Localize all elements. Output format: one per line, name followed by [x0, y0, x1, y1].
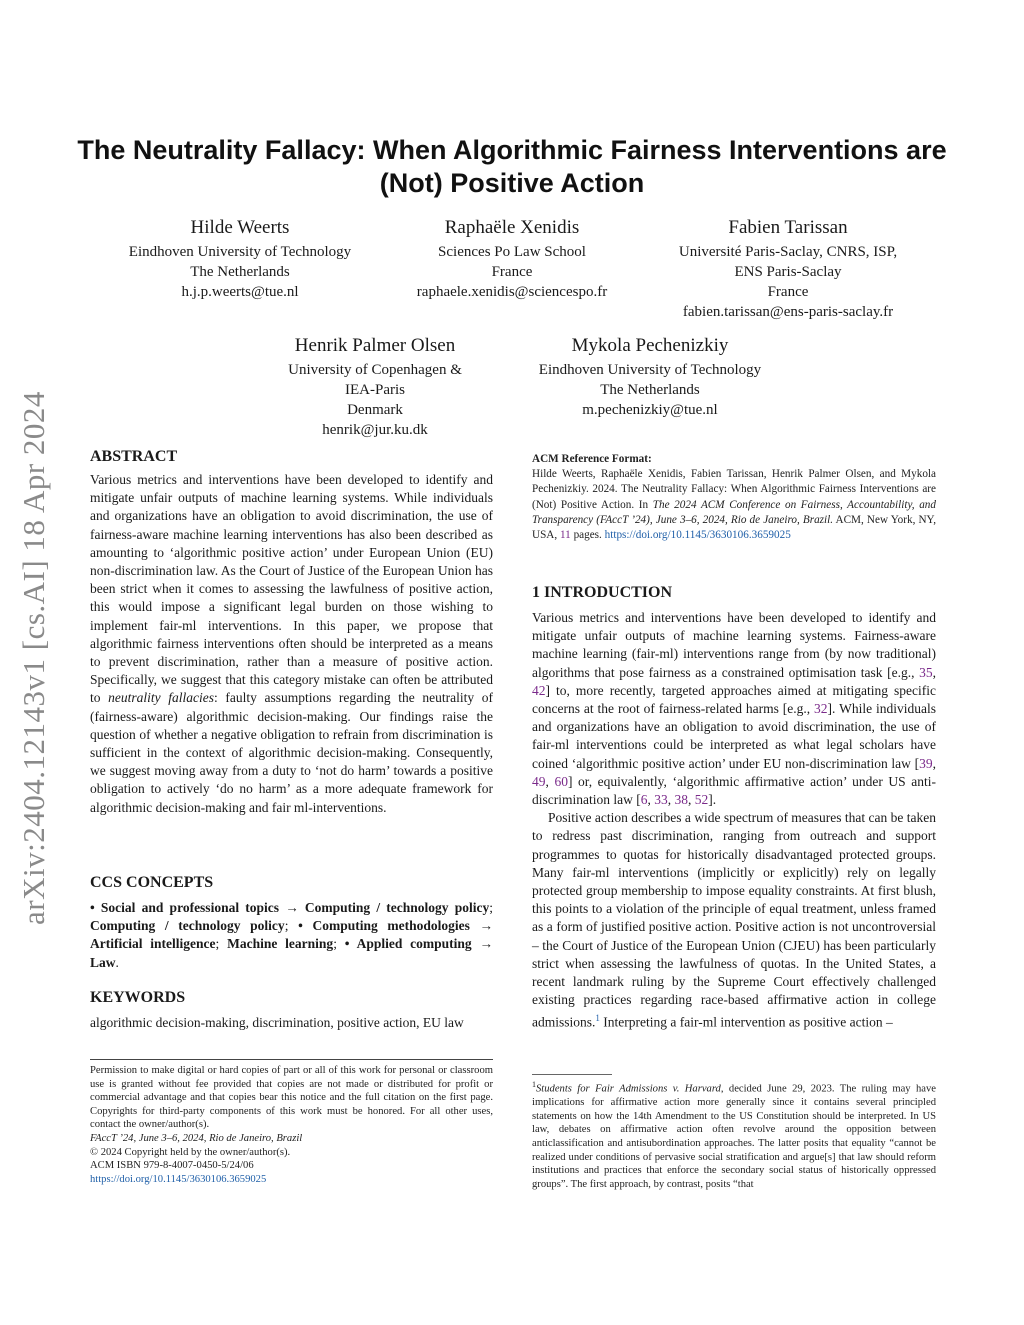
- author-block: [266, 334, 484, 440]
- permission-text: Permission to make digital or hard copies of part or all of this work for personal or classroom use is granted without fee provided that copies are not made or distributed for profit or commercial advantage and that copies bear this notice and the full citation on the first page. Copyrights for third-party components of this work must be honored. For all other uses, contact the owner/author(s).: [90, 1065, 493, 1131]
- intro-paragraph-1: Various metrics and interventions have been developed to identify and mitigate unfair outputs of machine learning systems. Fairness-aware machine learning (fair-ml) interventions range from (by now traditional) algorithms that pose fairness as a constrained optimisation task [e.g., 35, 42] to, more recently, targeted approaches aimed at mitigating specific concerns at the root of fairness-related harms [e.g., 32]. While individuals and organizations have an obligation to avoid discrimination, the use of fair-ml interventions could be interpreted as what legal scholars have coined ‘algorithmic positive action’ under EU non-discrimination law [39, 49, 60] or, equivalently, ‘algorithmic affirmative action’ under US anti-discrimination law [6, 33, 38, 52].: [532, 610, 937, 808]
- abstract-body: [90, 471, 493, 817]
- author-block: [516, 334, 784, 420]
- author-affiliation-2: ENS Paris-Saclay: [734, 264, 842, 280]
- footnote-case-name: Students for Fair Admissions v. Harvard: [536, 1083, 721, 1095]
- author-email[interactable]: fabien.tarissan@ens-paris-saclay.fr: [682, 304, 894, 320]
- acm-reference-doi-link[interactable]: https://doi.org/10.1145/3630106.3659025: [604, 529, 791, 542]
- arxiv-identifier-text: arXiv:2404.12143v1 [cs.AI] 18 Apr 2024: [16, 391, 51, 925]
- keywords-heading: KEYWORDS: [90, 989, 186, 1006]
- footnote-marker[interactable]: 1: [595, 1013, 600, 1024]
- footnote-divider: [90, 1059, 493, 1060]
- citation-link[interactable]: 35: [919, 664, 933, 680]
- arxiv-identifier: [12, 378, 56, 938]
- author-name: Raphaële Xenidis: [444, 217, 580, 238]
- author-block: [392, 216, 632, 302]
- acm-reference-heading: ACM Reference Format:: [532, 453, 652, 465]
- citation-link[interactable]: 52: [694, 792, 709, 808]
- footnote-number: 1: [532, 1080, 536, 1089]
- abstract-heading: ABSTRACT: [90, 448, 178, 465]
- ccs-item: • Social and professional topics → Computing / technology policy: [90, 900, 490, 915]
- footnote: [532, 1078, 936, 1191]
- footnote-text: , decided June 29, 2023. The ruling may have implications for affirmative action more generally since it contains several principled statements on how the 14th Amendment to the US Constitution should be interpreted. In US law, debates on affirmative action often revolve around the opposition between anticlassification and antisubordination approaches. The latter posits that equality “cannot be realized under conditions of pervasive social stratification and argue[s] that law should reform institutions and practices that enforce the secondary social status of historically oppressed groups”. The first approach, by contrast, posits “that: [532, 1083, 937, 1190]
- citation-link[interactable]: 49: [532, 773, 546, 789]
- acm-reference-venue: The 2024 ACM Conference on Fairness, Accountability, and Transparency (FAccT ’24), June 3–6, 2024, Rio de Janeiro, Brazil.: [532, 498, 936, 526]
- ccs-item: • Computing methodologies → Artificial intelligence: [90, 918, 493, 952]
- citation-link[interactable]: 6: [640, 792, 648, 808]
- intro-paragraph-2: Positive action describes a wide spectrum of measures that can be taken to redress past discrimination, ranging from outreach and support programmes to quotas for historically disadvantaged protected groups. Many fair-ml interventions (implicitly or explicitly) rely on legally protected group membership to impose equality constraints. At first blush, this points to a violation of the principle of equal treatment, unless framed as a form of justified positive action. Positive action is not uncontroversial – the Court of Justice of the European Union (CJEU) has been particularly strict when assessing the lawfulness of quotas. In the United States, a recent landmark ruling by the Supreme Court effectively challenged existing practices regarding race-based affirmative action in college admissions.$^1$ Interpreting a fair-ml intervention as positive action –: [532, 810, 936, 1030]
- author-affiliation: Eindhoven University of Technology: [538, 362, 762, 378]
- citation-link[interactable]: 42: [532, 682, 546, 698]
- author-country: France: [491, 264, 533, 280]
- author-email[interactable]: raphaele.xenidis@sciencespo.fr: [416, 284, 608, 300]
- author-country: The Netherlands: [190, 264, 290, 280]
- author-email[interactable]: henrik@jur.ku.dk: [322, 422, 428, 438]
- author-block: [108, 216, 372, 302]
- citation-link[interactable]: 60: [554, 773, 568, 789]
- ccs-item: Machine learning: [227, 936, 334, 952]
- author-affiliation: Université Paris-Saclay, CNRS, ISP,: [678, 244, 898, 260]
- footnote-divider: [532, 1074, 612, 1075]
- author-affiliation: University of Copenhagen &: [288, 362, 462, 378]
- isbn-line: ACM ISBN 979-8-4007-0450-5/24/06: [90, 1160, 254, 1172]
- citation-link[interactable]: 39: [919, 755, 933, 771]
- keywords-text: algorithmic decision-making, discrimination, positive action, EU law: [90, 1015, 464, 1030]
- doi-link[interactable]: https://doi.org/10.1145/3630106.3659025: [90, 1173, 267, 1185]
- ccs-concepts: • Social and professional topics → Computing / technology policy; Computing / technology policy; • Computing methodologies → Artificial intelligence; Machine learning; • Applied computing → Law.: [90, 900, 493, 970]
- author-country: France: [767, 284, 809, 300]
- acm-reference-text: Hilde Weerts, Raphaële Xenidis, Fabien Tarissan, Henrik Palmer Olsen, and Mykola Pechenizkiy. 2024. The Neutrality Fallacy: When Algorithmic Fairness Interventions are (Not) Positive Action. In: [532, 468, 936, 511]
- introduction-heading: 1 INTRODUCTION: [532, 584, 673, 601]
- author-email[interactable]: m.pechenizkiy@tue.nl: [582, 402, 718, 418]
- ccs-heading: CCS CONCEPTS: [90, 874, 214, 891]
- abstract-italic-term: neutrality fallacies: [108, 690, 215, 706]
- citation-link[interactable]: 32: [814, 701, 828, 717]
- author-name: Henrik Palmer Olsen: [294, 335, 456, 356]
- citation-link[interactable]: 33: [654, 792, 668, 808]
- author-email[interactable]: h.j.p.weerts@tue.nl: [181, 284, 299, 300]
- abstract-text: Various metrics and interventions have been developed to identify and mitigate unfair outputs of machine learning systems. While individuals and organizations have an obligation to avoid discrimination, the use of fairness-aware machine learning interventions has also been described as amounting to ‘algorithmic positive action’ under European Union (EU) non-discrimination law. As the Court of Justice of the European Union has been strict when it comes to assessing the lawfulness of positive action, this would impose a significant legal burden on those wishing to implement fair-ml interventions. In this paper, we propose that algorithmic fairness interventions often should be interpreted as a means to prevent discrimination, rather than a measure of positive action. Specifically, we suggest that this category mistake can often be attributed to: [90, 472, 493, 706]
- author-affiliation-2: IEA-Paris: [345, 382, 405, 398]
- permission-block: [90, 1064, 493, 1186]
- author-name: Fabien Tarissan: [728, 217, 848, 238]
- author-name: Mykola Pechenizkiy: [571, 335, 729, 356]
- author-country: Denmark: [347, 402, 403, 418]
- introduction-body: [532, 609, 936, 1032]
- acm-reference: ACM Reference Format: Hilde Weerts, Raphaële Xenidis, Fabien Tarissan, Henrik Palmer Olsen, and Mykola Pechenizkiy. 2024. The Neutrality Fallacy: When Algorithmic Fairness Interventions are (Not) Positive Action. In The 2024 ACM Conference on Fairness, Accountability, and Transparency (FAccT ’24), June 3–6, 2024, Rio de Janeiro, Brazil. ACM, New York, NY, USA, 11 pages. https://doi.org/10.1145/3630106.3659025: [532, 453, 936, 542]
- author-block: [652, 216, 924, 322]
- ccs-item: • Applied computing → Law: [90, 936, 493, 970]
- author-affiliation: Sciences Po Law School: [438, 244, 586, 260]
- author-affiliation: Eindhoven University of Technology: [128, 244, 352, 260]
- copyright-line: © 2024 Copyright held by the owner/author(s).: [90, 1146, 291, 1158]
- page-count-link[interactable]: 11: [559, 529, 571, 542]
- author-country: The Netherlands: [600, 382, 700, 398]
- abstract-text-2: : faulty assumptions regarding the neutrality of (fairness-aware) algorithmic decision-making. Our findings raise the question of whether a negative obligation to refrain from discrimination is sufficient in the context of algorithmic decision-making. Consequently, we suggest moving away from a duty to ‘not do harm’ towards a positive obligation to actively ‘do no harm’ as a more adequate framework for algorithmic decision-making and fair ml-interventions.: [90, 690, 494, 815]
- author-name: Hilde Weerts: [190, 217, 290, 238]
- venue-line: FAccT ’24, June 3–6, 2024, Rio de Janeiro, Brazil: [90, 1132, 303, 1144]
- ccs-item: Computing / technology policy: [90, 918, 285, 934]
- paper-title: The Neutrality Fallacy: When Algorithmic Fairness Interventions are (Not) Positive Action: [77, 135, 947, 198]
- citation-link[interactable]: 38: [674, 792, 688, 808]
